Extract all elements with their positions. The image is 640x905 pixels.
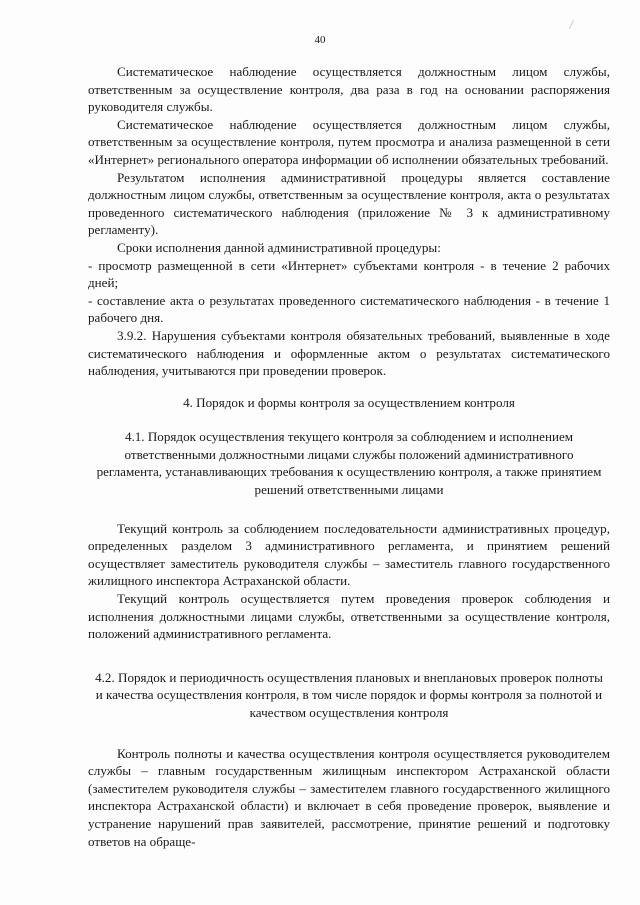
paragraph-control-method: Текущий контроль осуществляется путем проведения проверок соблюдения и исполнения должностными лицами службы, ответственными за осуществление контроля, положений административного регламента.: [88, 591, 610, 642]
paragraph-observation-frequency: Систематическое наблюдение осуществляется должностным лицом службы, ответственным за осуществление контроля, два раза в год на основании распоряжения руководителя службы.: [88, 64, 610, 115]
scan-mark: [569, 20, 580, 29]
paragraph-procedure-result: Результатом исполнения административной процедуры является составление должностным лицом службы, ответственным за осуществление контроля, акта о результатах проведенного систематического наблюдения (приложение № 3 к административному регламенту).: [88, 169, 610, 238]
page-content: [88, 63, 610, 850]
paragraph-3-9-2: 3.9.2. Нарушения субъектами контроля обязательных требований, выявленные в ходе систематического наблюдения и оформленные актом о результатах систематического наблюдения, учитываются при проведении проверок.: [88, 327, 610, 379]
paragraph-deadlines-intro: Сроки исполнения данной административной процедуры:: [117, 239, 441, 255]
list-item-review-deadline: - просмотр размещенной в сети «Интернет» субъектами контроля - в течение 2 рабочих дней;: [88, 257, 610, 291]
subsection-4-1-title: 4.1. Порядок осуществления текущего контроля за соблюдением и исполнением ответственными должностными лицами службы положений административного регламента, устанавливающих требования к осуществлению контроля, а также принятием решений ответственными лицами: [96, 429, 602, 498]
paragraph-observation-method: Систематическое наблюдение осуществляется должностным лицом службы, ответственным за осуществление контроля, путем просмотра и анализа размещенной в сети «Интернет» регионального оператора информации об исполнении обязательных требований.: [88, 116, 610, 167]
page-number: 40: [314, 34, 326, 46]
section-4-title: 4. Порядок и формы контроля за осуществлением контроля: [183, 394, 515, 410]
paragraph-current-control: Текущий контроль за соблюдением последовательности административных процедур, определенных разделом 3 административного регламента, и принятием решений осуществляет заместитель руководителя службы – заместитель главного государственного жилищного инспектора Астраханской области.: [88, 520, 610, 589]
subsection-4-2-title: 4.2. Порядок и периодичность осуществления плановых и внеплановых проверок полноты и качества осуществления контроля, в том числе порядок и формы контроля за полнотой и качеством осуществления контроля: [95, 669, 603, 720]
list-item-act-deadline: - составление акта о результатах проведенного систематического наблюдения - в течение 1 рабочего дня.: [88, 292, 610, 326]
paragraph-quality-control: Контроль полноты и качества осуществления контроля осуществляется руководителем службы – главным государственным жилищным инспектором Астраханской области (заместителем руководителя службы – заместителем главного государственного жилищного инспектора Астраханской области) и включает в себя проведение проверок, выявление и устранение нарушений прав заявителей, рассмотрение, принятие решений и подготовку ответов на обраще-: [88, 745, 610, 849]
